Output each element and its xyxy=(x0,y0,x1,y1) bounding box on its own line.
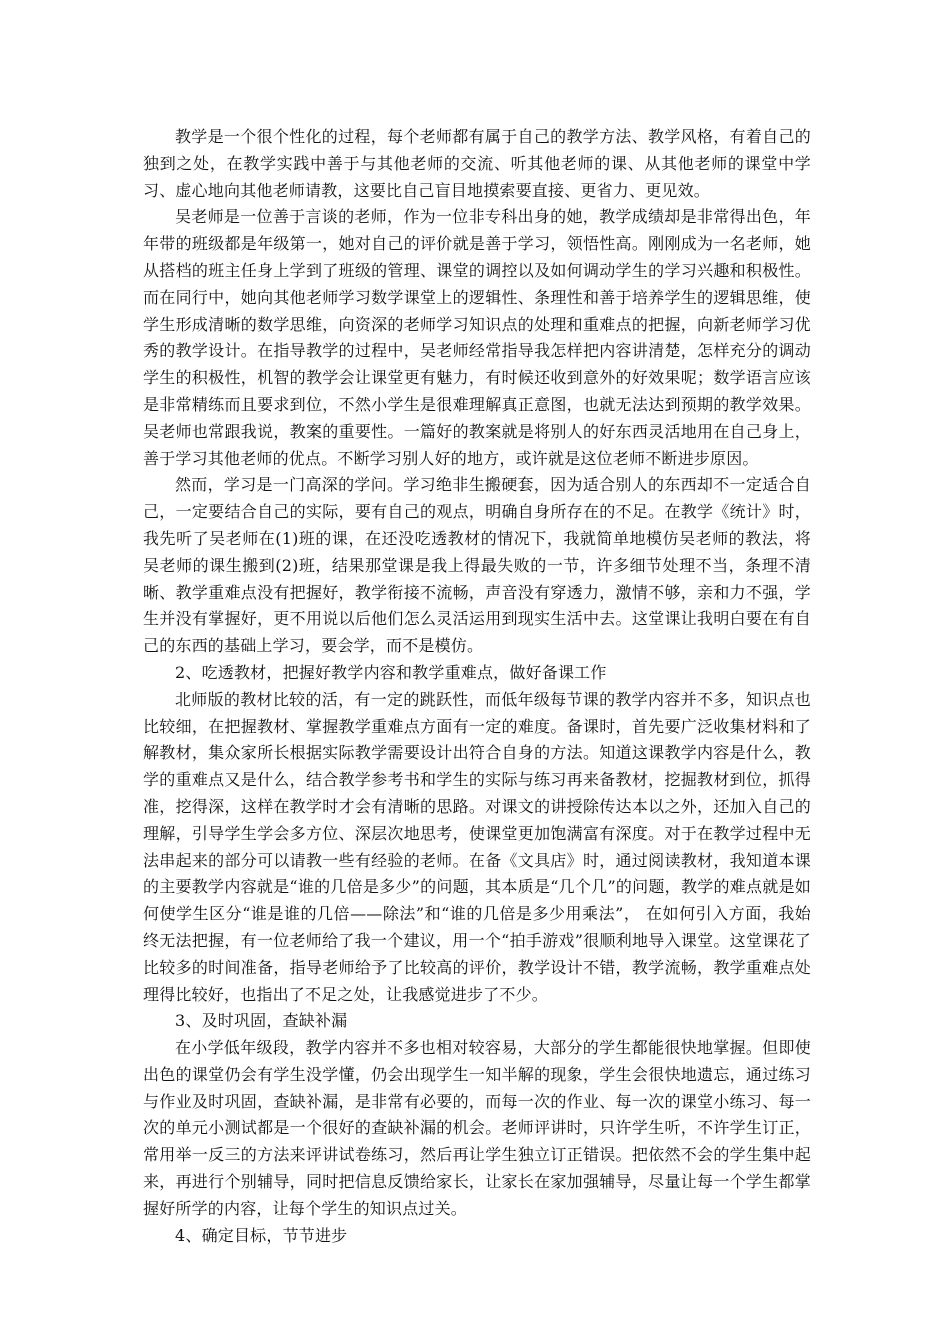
paragraph-textbook-preparation: 北师版的教材比较的活，有一定的跳跃性，而低年级每节课的教学内容并不多，知识点也比较细，在把握教材、掌握教学重难点方面有一定的难度。备课时，首先要广泛收集材料和了解教材，集众家所长根据实际教学需要设计出符合自身的方法。知道这课教学内容是什么，教学的重难点又是什么，结合教学参考书和学生的实际与练习再来备教材，挖掘教材到位，抓得准，挖得深，这样在教学时才会有清晰的思路。对课文的讲授除传达本以之外，还加入自己的理解，引导学生学会多方位、深层次地思考，使课堂更加饱满富有深度。对于在教学过程中无法串起来的部分可以请教一些有经验的老师。在备《文具店》时，通过阅读教材，我知道本课的主要教学内容就是“谁的几倍是多少”的问题，其本质是“几个几”的问题，教学的难点就是如何使学生区分“谁是谁的几倍——除法”和“谁的几倍是多少用乘法”， 在如何引入方面，我始终无法把握，有一位老师给了我一个建议，用一个“拍手游戏”很顺利地导入课堂。这堂课花了比较多的时间准备，指导老师给予了比较高的评价，教学设计不错，教学流畅，教学重难点处理得比较好，也指出了不足之处，让我感觉进步了不少。 xyxy=(143,689,811,1004)
section-heading-4: 4、确定目标，节节进步 xyxy=(175,1225,348,1245)
section-heading-3: 3、及时巩固，查缺补漏 xyxy=(175,1011,348,1031)
paragraph-intro: 教学是一个很个性化的过程，每个老师都有属于自己的教学方法、教学风格，有着自己的独到之处，在教学实践中善于与其他老师的交流、听其他老师的课、从其他老师的课堂中学习、虚心地向其他老师请教，这要比自己盲目地摸索要直接、更省力、更见效。 xyxy=(143,127,811,200)
paragraph-learning-not-imitation: 然而，学习是一门高深的学问。学习绝非生搬硬套，因为适合别人的东西却不一定适合自己，一定要结合自己的实际，要有自己的观点，明确自身所存在的不足。在教学《统计》时，我先听了吴老师在(1)班的课，在还没吃透教材的情况下，我就简单地模仿吴老师的教法，将吴老师的课生搬到(2)班，结果那堂课是我上得最失败的一节，许多细节处理不当，条理不清晰、教学重难点没有把握好，教学衔接不流畅，声音没有穿透力，激情不够，亲和力不强，学生并没有掌握好，更不用说以后他们怎么灵活运用到现实生活中去。这堂课让我明白要在有自己的东西的基础上学习，要会学，而不是模仿。 xyxy=(143,475,811,656)
section-heading-2: 2、吃透教材，把握好教学内容和教学重难点，做好备课工作 xyxy=(175,662,607,682)
document-body xyxy=(143,124,811,1249)
paragraph-teacher-wu: 吴老师是一位善于言谈的老师，作为一位非专科出身的她，教学成绩却是非常得出色，年年带的班级都是年级第一，她对自己的评价就是善于学习，领悟性高。刚刚成为一名老师，她从搭档的班主任身上学到了班级的管理、课堂的调控以及如何调动学生的学习兴趣和积极性。而在同行中，她向其他老师学习数学课堂上的逻辑性、条理性和善于培养学生的逻辑思维，使学生形成清晰的数学思维，向资深的老师学习知识点的处理和重难点的把握，向新老师学习优秀的教学设计。在指导教学的过程中，吴老师经常指导我怎样把内容讲清楚，怎样充分的调动学生的积极性，机智的教学会让课堂更有魅力，有时候还收到意外的好效果呢；数学语言应该是非常精练而且要求到位，不然小学生是很难理解真正意图，也就无法达到预期的教学效果。吴老师也常跟我说，教案的重要性。一篇好的教案就是将别人的好东西灵活地用在自己身上，善于学习其他老师的优点。不断学习别人好的地方，或许就是这位老师不断进步原因。 xyxy=(143,207,811,468)
paragraph-consolidation: 在小学低年级段，教学内容并不多也相对较容易，大部分的学生都能很快地掌握。但即使出色的课堂仍会有学生没学懂，仍会出现学生一知半解的现象，学生会很快地遗忘，通过练习与作业及时巩固，查缺补漏，是非常有必要的，而每一次的作业、每一次的课堂小练习、每一次的单元小测试都是一个很好的查缺补漏的机会。老师评讲时，只许学生听，不许学生订正，常用举一反三的方法来评讲试卷练习，然后再让学生独立订正错误。把依然不会的学生集中起来，再进行个别辅导，同时把信息反馈给家长，让家长在家加强辅导，尽量让每一个学生都掌握好所学的内容，让每个学生的知识点过关。 xyxy=(143,1038,811,1218)
